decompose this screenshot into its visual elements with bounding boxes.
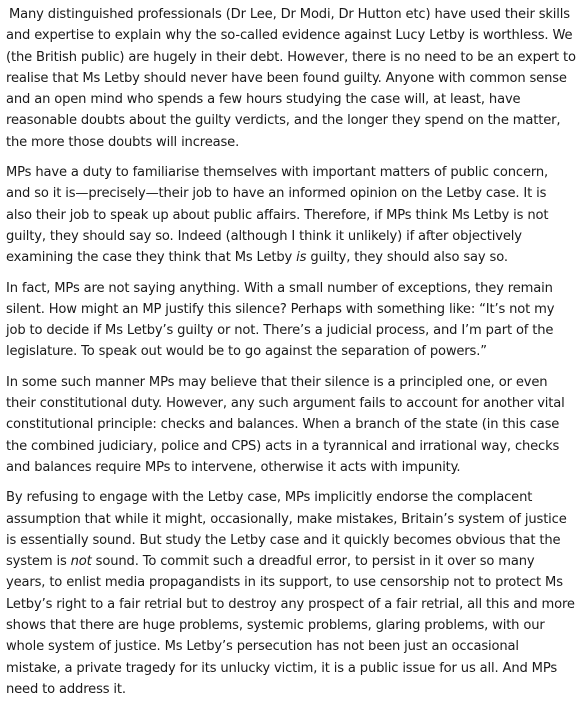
text-line: years, to enlist media propagandists in its support, to use censorship not to protect Ms: [6, 575, 563, 591]
emphasis-text: is: [296, 250, 307, 266]
text-line: the combined judiciary, police and CPS) acts in a tyrannical and irrational way, checks: [6, 438, 560, 454]
text-line: silent. How might an MP justify this silence? Perhaps with something like: “It’s not my: [6, 301, 555, 317]
text-line: and expertise to explain why the so-called evidence against Lucy Letby is worthless. We: [6, 28, 573, 44]
text-line: and so it is—precisely—their job to have an informed opinion on the Letby case. It is: [6, 186, 547, 202]
text-line: guilty, they should say so. Indeed (although I think it unlikely) if after objectively: [6, 228, 522, 244]
text-line: the more those doubts will increase.: [6, 134, 240, 150]
text-line: reasonable doubts about the guilty verdicts, and the longer they spend on the matter,: [6, 113, 561, 129]
text-line: In some such manner MPs may believe that their silence is a principled one, or even: [6, 374, 548, 390]
text-run: system is: [6, 554, 71, 570]
paragraph-2: [6, 162, 585, 268]
text-line: need to address it.: [6, 681, 126, 697]
text-line: [6, 551, 581, 572]
text-line: Letby’s right to a fair retrial but to destroy any prospect of a fair retrial, all this and more: [6, 596, 575, 612]
text-line: assumption that while it might, occasionally, make mistakes, Britain’s system of justice: [6, 511, 567, 527]
text-line: and balances require MPs to intervene, otherwise it acts with impunity.: [6, 459, 461, 475]
paragraph-1: [6, 4, 585, 153]
text-run: guilty, they should also say so.: [306, 250, 508, 266]
text-line: mistake, a private tragedy for its unlucky victim, it is a public issue for us all. And MPs: [6, 660, 558, 676]
text-line: Many distinguished professionals (Dr Lee, Dr Modi, Dr Hutton etc) have used their skills: [8, 7, 570, 22]
text-line: shows that there are huge problems, systemic problems, glaring problems, with our: [6, 618, 545, 634]
text-line: realise that Ms Letby should never have been found guilty. Anyone with common sense: [6, 70, 567, 86]
text-line: By refusing to engage with the Letby case, MPs implicitly endorse the complacent: [6, 490, 533, 506]
paragraph-3: [6, 278, 585, 363]
text-line: their constitutional duty. However, any such argument fails to account for another vital: [6, 396, 565, 412]
text-line: whole system of justice. Ms Letby’s persecution has not been just an occasional: [6, 639, 519, 655]
emphasis-text: not: [70, 554, 92, 570]
text-line: In fact, MPs are not saying anything. With a small number of exceptions, they remain: [6, 280, 553, 296]
text-line: MPs have a duty to familiarise themselves with important matters of public concern,: [6, 165, 549, 181]
text-line: also their job to speak up about public affairs. Therefore, if MPs think Ms Letby is not: [6, 207, 549, 223]
text-line: constitutional principle: checks and balances. When a branch of the state (in this case: [6, 417, 560, 433]
text-line: and an open mind who spends a few hours studying the case will, at least, have: [6, 92, 521, 108]
text-line: (the British public) are hugely in their debt. However, there is no need to be an expert to: [6, 49, 576, 65]
text-line: is essentially sound. But study the Letby case and it quickly becomes obvious that the: [6, 532, 561, 548]
text-line: job to decide if Ms Letby’s guilty or not. There’s a judicial process, and I’m part of the: [6, 323, 554, 339]
text-line: legislature. To speak out would be to go against the separation of powers.”: [6, 344, 487, 360]
paragraph-5: [6, 487, 585, 700]
text-run: sound. To commit such a dreadful error, to persist in it over so many: [91, 554, 535, 570]
text-line: [6, 247, 581, 268]
paragraph-4: [6, 372, 585, 478]
text-run: examining the case they think that Ms Letby: [6, 250, 297, 266]
